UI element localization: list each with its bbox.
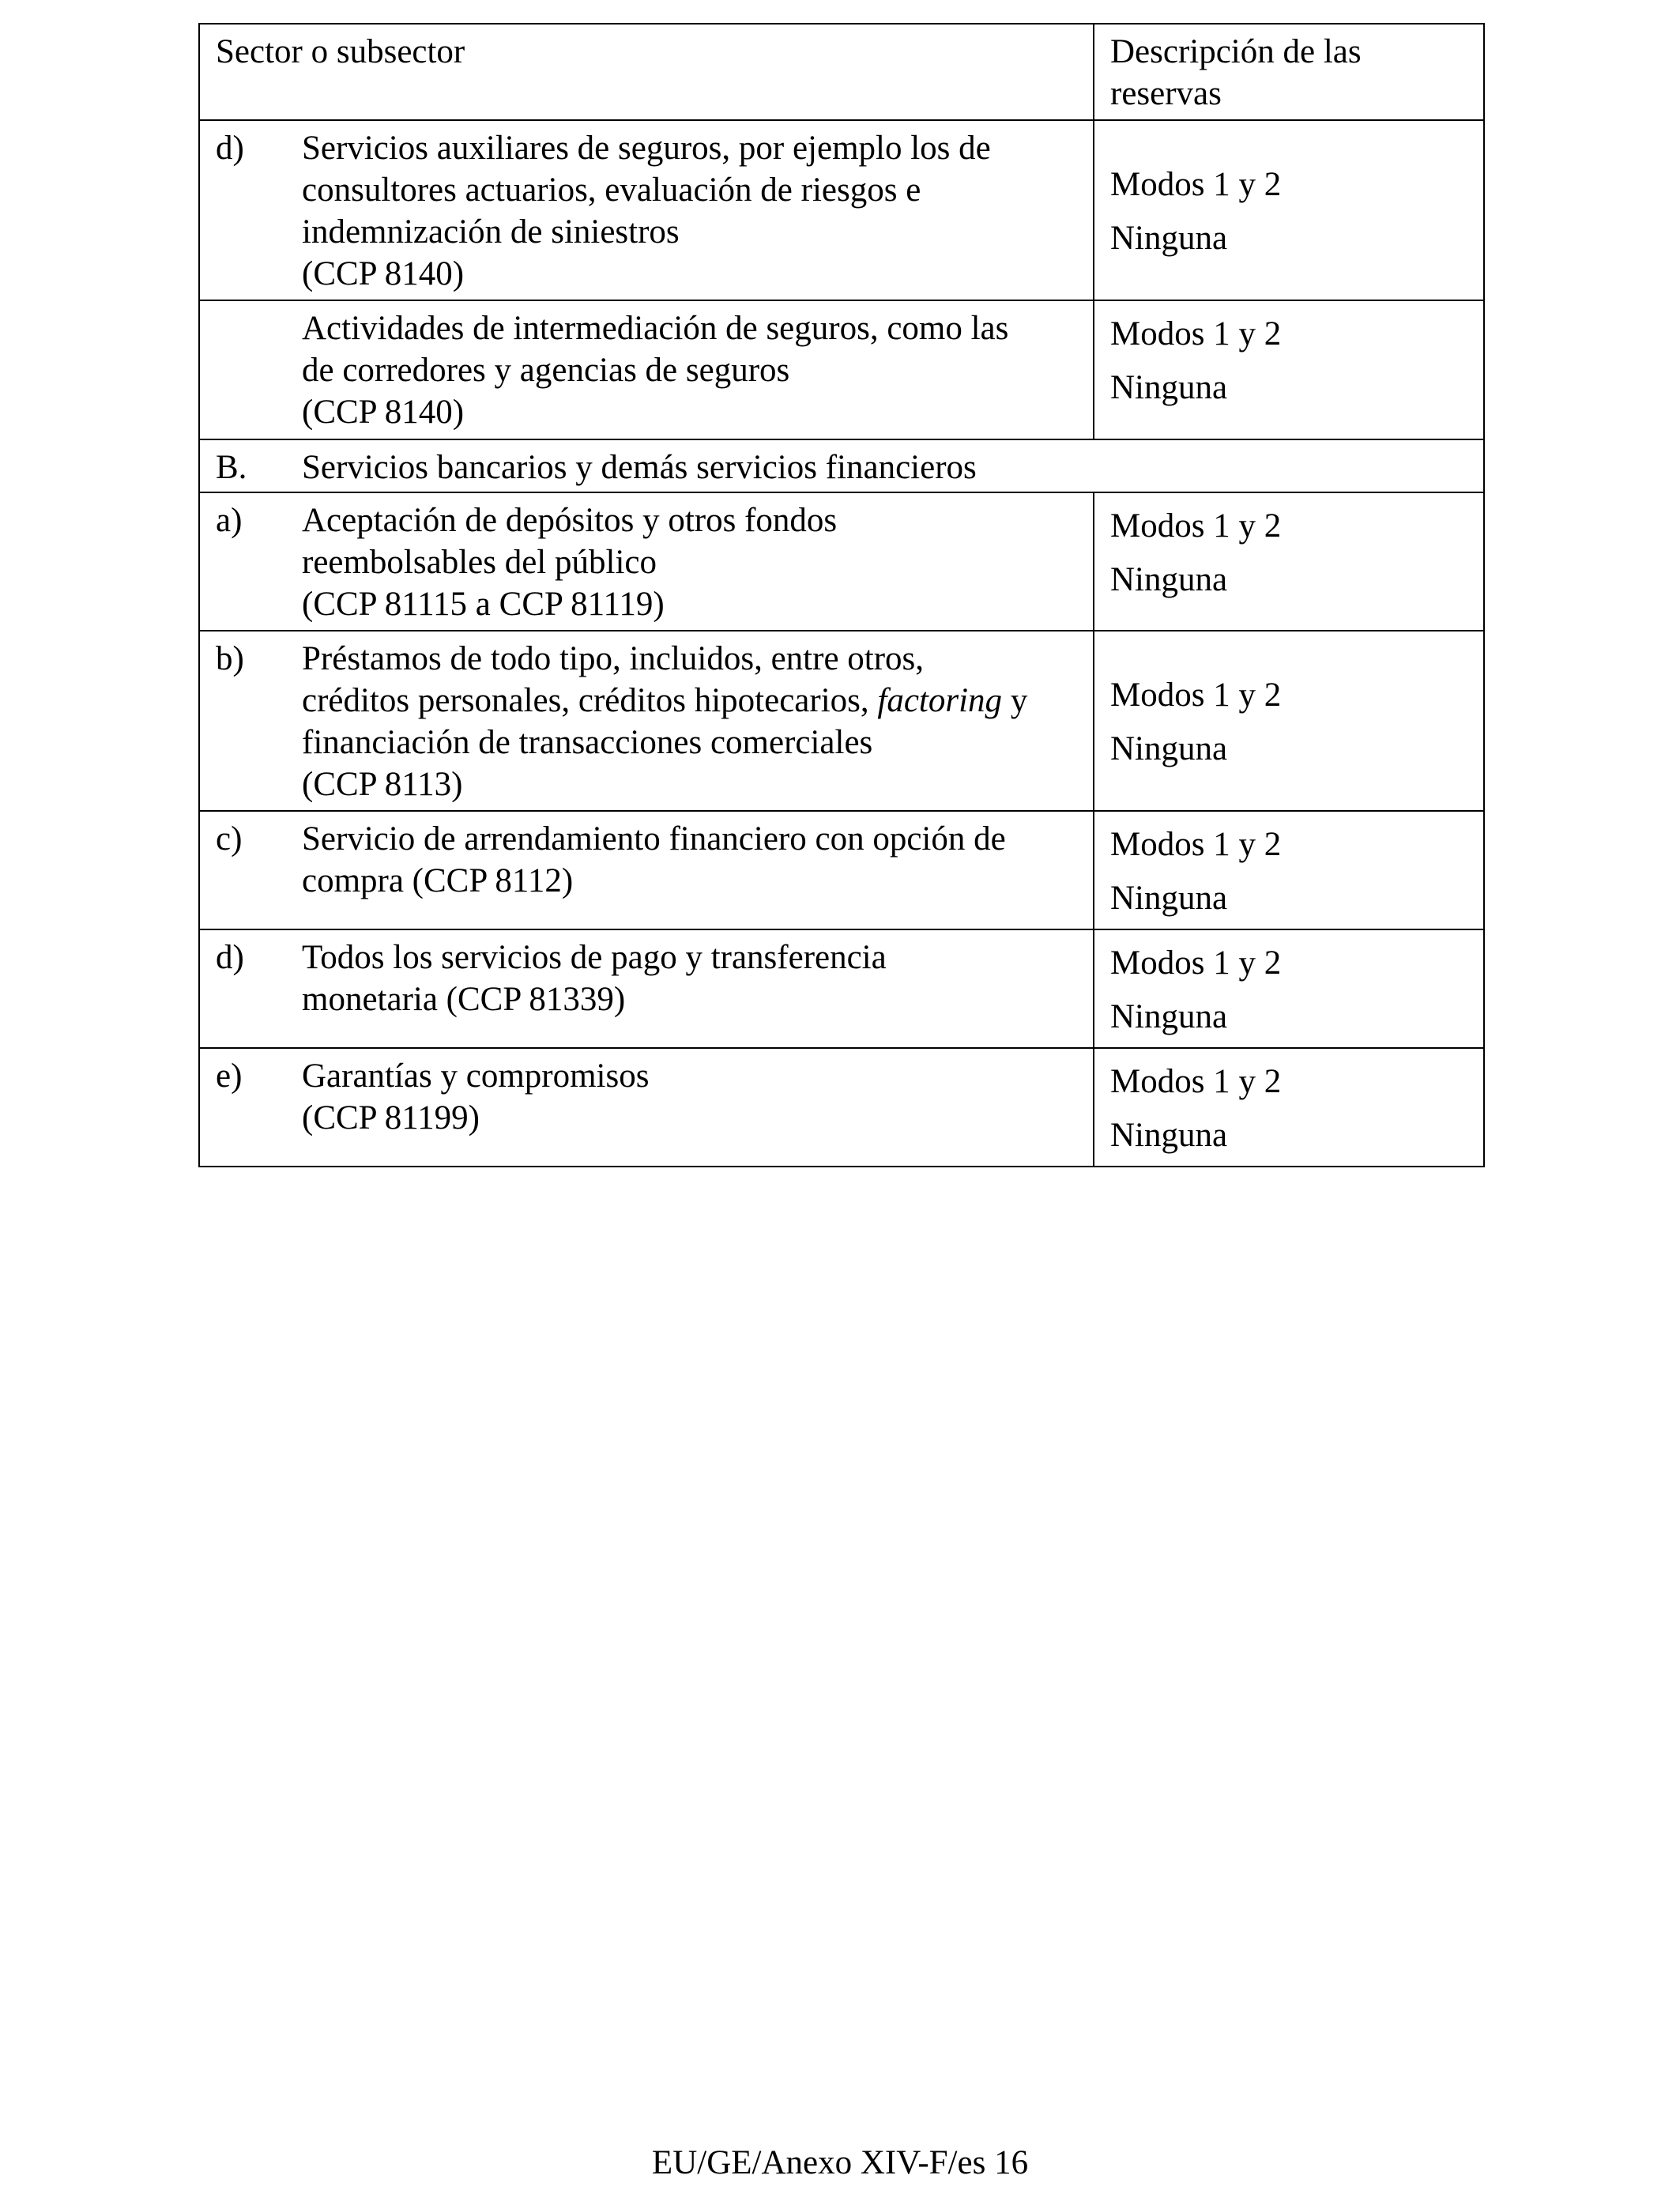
- modes-label: Modos 1 y 2: [1110, 166, 1282, 203]
- sector-cell: [199, 631, 1094, 811]
- table-row: [199, 300, 1484, 439]
- sector-cell: [199, 120, 1094, 300]
- sector-line: Aceptación de depósitos y otros fondos: [302, 502, 838, 539]
- row-letter: b): [216, 640, 244, 677]
- sector-line: compra (CCP 8112): [302, 862, 574, 899]
- reservation-cell: [1094, 1048, 1484, 1167]
- header-description-line: Descripción de las: [1110, 33, 1362, 70]
- reservation-value: Ninguna: [1110, 1117, 1228, 1154]
- sector-line: (CCP 8140): [302, 255, 465, 292]
- sector-description: [302, 499, 1077, 625]
- table-row: [199, 120, 1484, 300]
- sector-line: Préstamos de todo tipo, incluidos, entre otros,: [302, 640, 925, 677]
- sector-line-text: y: [1002, 682, 1028, 719]
- sector-line: Actividades de intermediación de seguros, como las: [302, 310, 1009, 347]
- reservation-value: Ninguna: [1110, 561, 1228, 598]
- sector-cell: [199, 811, 1094, 929]
- sector-line: consultores actuarios, evaluación de riesgos e: [302, 172, 921, 209]
- table-row: [199, 631, 1484, 811]
- document-reference: EU/GE/Anexo XIV-F/es 16: [651, 2144, 1029, 2181]
- row-letter: d): [216, 130, 244, 167]
- italic-term: factoring: [877, 682, 1003, 719]
- table-row: [199, 811, 1484, 929]
- sector-line: indemnización de siniestros: [302, 213, 680, 251]
- section-heading-row: [199, 439, 1484, 492]
- sector-line: Todos los servicios de pago y transferencia: [302, 939, 887, 976]
- table-row: [199, 929, 1484, 1048]
- reservation-cell: [1094, 811, 1484, 929]
- table-header-row: [199, 24, 1484, 120]
- header-sector-label: Sector o subsector: [216, 33, 465, 70]
- sector-description: [302, 818, 1077, 902]
- page-footer: [0, 2143, 1680, 2183]
- reservation-value: Ninguna: [1110, 880, 1228, 917]
- reservation-value: Ninguna: [1110, 998, 1228, 1035]
- sector-line: monetaria (CCP 81339): [302, 981, 626, 1018]
- sector-line: [302, 680, 1077, 722]
- sector-line: (CCP 8140): [302, 394, 465, 431]
- modes-label: Modos 1 y 2: [1110, 507, 1282, 545]
- sector-cell: [199, 300, 1094, 439]
- sector-line: Servicios auxiliares de seguros, por ejemplo los de: [302, 130, 991, 167]
- reservation-value: Ninguna: [1110, 369, 1228, 406]
- reservation-cell: [1094, 120, 1484, 300]
- section-letter: B.: [216, 449, 247, 486]
- reservation-cell: [1094, 631, 1484, 811]
- header-sector-cell: [199, 24, 1094, 120]
- header-description-cell: [1094, 24, 1484, 120]
- sector-description: [302, 307, 1077, 433]
- modes-label: Modos 1 y 2: [1110, 944, 1282, 982]
- sector-line: reembolsables del público: [302, 544, 657, 581]
- sector-line: Garantías y compromisos: [302, 1057, 650, 1095]
- table-row: [199, 1048, 1484, 1167]
- modes-label: Modos 1 y 2: [1110, 315, 1282, 352]
- sector-line-text: créditos personales, créditos hipotecarios,: [302, 682, 878, 719]
- table-row: [199, 492, 1484, 631]
- sector-description: [302, 127, 1077, 295]
- row-letter: a): [216, 502, 243, 539]
- sector-description: [302, 1055, 1077, 1139]
- reservation-cell: [1094, 492, 1484, 631]
- row-letter: d): [216, 939, 244, 976]
- sector-cell: [199, 1048, 1094, 1167]
- section-heading-cell: [199, 439, 1484, 492]
- header-description-line: reservas: [1110, 75, 1222, 112]
- sector-line: Servicio de arrendamiento financiero con opción de: [302, 820, 1006, 858]
- sector-description: [302, 937, 1077, 1020]
- modes-label: Modos 1 y 2: [1110, 677, 1282, 714]
- row-letter: c): [216, 820, 243, 858]
- sector-line: (CCP 81115 a CCP 81119): [302, 586, 665, 623]
- sector-cell: [199, 929, 1094, 1048]
- sector-line: de corredores y agencias de seguros: [302, 352, 790, 389]
- section-title: Servicios bancarios y demás servicios financieros: [302, 449, 977, 486]
- sector-cell: [199, 492, 1094, 631]
- modes-label: Modos 1 y 2: [1110, 1063, 1282, 1100]
- sector-description: [302, 638, 1077, 805]
- reservation-cell: [1094, 929, 1484, 1048]
- sector-line: financiación de transacciones comerciales: [302, 724, 873, 761]
- modes-label: Modos 1 y 2: [1110, 826, 1282, 863]
- row-letter: e): [216, 1057, 243, 1095]
- sector-line: (CCP 8113): [302, 766, 463, 803]
- reservations-table: [198, 23, 1485, 1167]
- reservation-value: Ninguna: [1110, 730, 1228, 767]
- sector-line: (CCP 81199): [302, 1099, 480, 1137]
- reservation-value: Ninguna: [1110, 220, 1228, 257]
- reservation-cell: [1094, 300, 1484, 439]
